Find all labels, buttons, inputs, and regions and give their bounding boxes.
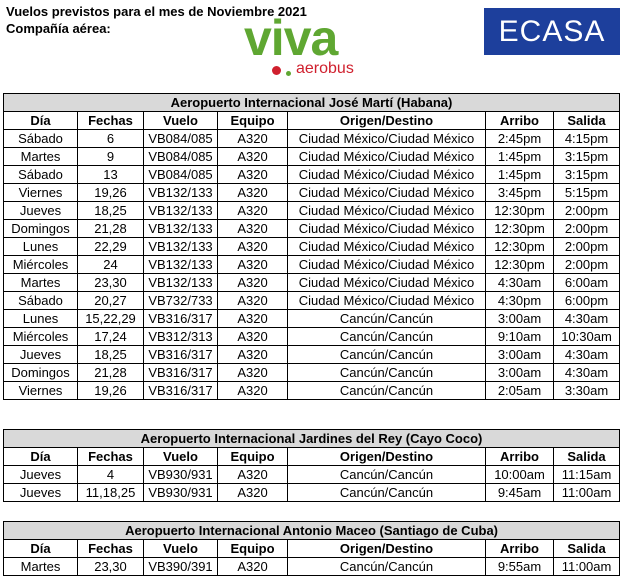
- table-cell: 19,26: [78, 382, 144, 400]
- table-cell: Ciudad México/Ciudad México: [288, 220, 486, 238]
- table-cell: 17,24: [78, 328, 144, 346]
- table-cell: A320: [218, 484, 288, 502]
- table-cell: VB132/133: [144, 256, 218, 274]
- column-header: Arribo: [486, 540, 554, 558]
- table-cell: 3:00am: [486, 310, 554, 328]
- table-cell: 4:30am: [554, 346, 620, 364]
- viva-aerobus-logo: [234, 10, 384, 82]
- table-cell: Cancún/Cancún: [288, 382, 486, 400]
- table-row: [4, 274, 620, 292]
- table-row: [4, 220, 620, 238]
- viva-logo-sub: aerobus: [296, 60, 354, 77]
- table-row: [4, 484, 620, 502]
- table-cell: 4:30am: [554, 310, 620, 328]
- column-header: Salida: [554, 112, 620, 130]
- table-cell: VB316/317: [144, 364, 218, 382]
- table-row: [4, 364, 620, 382]
- table-row: [4, 166, 620, 184]
- table-cell: VB132/133: [144, 274, 218, 292]
- table-cell: VB732/733: [144, 292, 218, 310]
- table-cell: VB930/931: [144, 484, 218, 502]
- column-header: Equipo: [218, 540, 288, 558]
- table-cell: A320: [218, 166, 288, 184]
- table-cell: 5:15pm: [554, 184, 620, 202]
- column-header: Salida: [554, 540, 620, 558]
- table-row: [4, 184, 620, 202]
- table-row: [4, 256, 620, 274]
- column-header: Origen/Destino: [288, 448, 486, 466]
- table-cell: Ciudad México/Ciudad México: [288, 274, 486, 292]
- table-cell: A320: [218, 238, 288, 256]
- table-cell: Ciudad México/Ciudad México: [288, 202, 486, 220]
- table-cell: Sábado: [4, 292, 78, 310]
- table-cell: 20,27: [78, 292, 144, 310]
- table-cell: Martes: [4, 558, 78, 576]
- column-header: Arribo: [486, 112, 554, 130]
- table-cell: 12:30pm: [486, 202, 554, 220]
- viva-logo-word: viva: [244, 10, 338, 66]
- table-row: [4, 148, 620, 166]
- table-cell: Miércoles: [4, 256, 78, 274]
- table-cell: Ciudad México/Ciudad México: [288, 256, 486, 274]
- table-cell: A320: [218, 346, 288, 364]
- table-cell: 4: [78, 466, 144, 484]
- table-cell: VB132/133: [144, 220, 218, 238]
- table-row: [4, 466, 620, 484]
- table-cell: 1:45pm: [486, 166, 554, 184]
- table-cell: VB312/313: [144, 328, 218, 346]
- table-cell: 12:30pm: [486, 220, 554, 238]
- table-cell: 11:00am: [554, 484, 620, 502]
- table-header-row: [4, 540, 620, 558]
- table-cell: 12:30pm: [486, 256, 554, 274]
- table-cell: 23,30: [78, 274, 144, 292]
- column-header: Arribo: [486, 448, 554, 466]
- table-cell: 11,18,25: [78, 484, 144, 502]
- table-row: [4, 310, 620, 328]
- table-cell: 3:45pm: [486, 184, 554, 202]
- table-cell: A320: [218, 148, 288, 166]
- table-cell: VB084/085: [144, 130, 218, 148]
- table-cell: A320: [218, 202, 288, 220]
- table-cell: 9: [78, 148, 144, 166]
- table-cell: VB132/133: [144, 238, 218, 256]
- table-cell: A320: [218, 256, 288, 274]
- column-header: Fechas: [78, 112, 144, 130]
- table-cell: 6:00pm: [554, 292, 620, 310]
- table-row: [4, 558, 620, 576]
- flights-table-santiago: [3, 521, 620, 576]
- table-cell: 1:45pm: [486, 148, 554, 166]
- table-cell: Viernes: [4, 184, 78, 202]
- table-cell: 6:00am: [554, 274, 620, 292]
- table-cell: Cancún/Cancún: [288, 466, 486, 484]
- table-cell: A320: [218, 558, 288, 576]
- table-cell: 18,25: [78, 346, 144, 364]
- table-cell: 2:05am: [486, 382, 554, 400]
- table-cell: Viernes: [4, 382, 78, 400]
- table-cell: 21,28: [78, 220, 144, 238]
- column-header: Origen/Destino: [288, 112, 486, 130]
- table-cell: 2:00pm: [554, 202, 620, 220]
- column-header: Día: [4, 448, 78, 466]
- table-title: Aeropuerto Internacional Jardines del Rey (Cayo Coco): [4, 430, 620, 448]
- table-cell: VB316/317: [144, 382, 218, 400]
- table-cell: 4:15pm: [554, 130, 620, 148]
- table-cell: Domingos: [4, 220, 78, 238]
- viva-logo-red-dot: [272, 66, 281, 75]
- table-cell: 9:45am: [486, 484, 554, 502]
- table-cell: A320: [218, 184, 288, 202]
- viva-logo-green-dot: [286, 71, 291, 76]
- table-row: [4, 238, 620, 256]
- table-cell: A320: [218, 130, 288, 148]
- table-cell: A320: [218, 364, 288, 382]
- table-cell: 3:30am: [554, 382, 620, 400]
- table-cell: 2:00pm: [554, 238, 620, 256]
- column-header: Fechas: [78, 448, 144, 466]
- column-header: Equipo: [218, 112, 288, 130]
- table-cell: 3:15pm: [554, 148, 620, 166]
- table-cell: VB390/391: [144, 558, 218, 576]
- table-row: [4, 346, 620, 364]
- table-cell: 23,30: [78, 558, 144, 576]
- column-header: Vuelo: [144, 112, 218, 130]
- table-cell: Sábado: [4, 130, 78, 148]
- table-cell: 4:30am: [554, 364, 620, 382]
- table-cell: 12:30pm: [486, 238, 554, 256]
- table-title-row: [4, 522, 620, 540]
- table-row: [4, 202, 620, 220]
- table-cell: VB930/931: [144, 466, 218, 484]
- table-cell: 3:00am: [486, 346, 554, 364]
- table-cell: VB316/317: [144, 346, 218, 364]
- table-header-row: [4, 448, 620, 466]
- column-header: Salida: [554, 448, 620, 466]
- column-header: Vuelo: [144, 540, 218, 558]
- table-cell: 2:00pm: [554, 256, 620, 274]
- column-header: Día: [4, 112, 78, 130]
- table-title-row: [4, 94, 620, 112]
- table-cell: VB316/317: [144, 310, 218, 328]
- table-cell: 3:00am: [486, 364, 554, 382]
- flights-table-habana: [3, 93, 620, 400]
- table-cell: Martes: [4, 274, 78, 292]
- table-cell: Lunes: [4, 238, 78, 256]
- table-title: Aeropuerto Internacional Antonio Maceo (Santiago de Cuba): [4, 522, 620, 540]
- table-cell: Ciudad México/Ciudad México: [288, 292, 486, 310]
- table-cell: Ciudad México/Ciudad México: [288, 184, 486, 202]
- table-cell: 9:55am: [486, 558, 554, 576]
- table-cell: VB084/085: [144, 166, 218, 184]
- table-cell: 3:15pm: [554, 166, 620, 184]
- table-cell: Jueves: [4, 346, 78, 364]
- table-title: Aeropuerto Internacional José Martí (Habana): [4, 94, 620, 112]
- table-cell: 9:10am: [486, 328, 554, 346]
- table-cell: VB132/133: [144, 184, 218, 202]
- table-cell: A320: [218, 310, 288, 328]
- table-cell: Jueves: [4, 484, 78, 502]
- table-cell: A320: [218, 274, 288, 292]
- table-cell: 2:00pm: [554, 220, 620, 238]
- table-cell: A320: [218, 328, 288, 346]
- table-cell: 10:30am: [554, 328, 620, 346]
- table-cell: 18,25: [78, 202, 144, 220]
- table-cell: Ciudad México/Ciudad México: [288, 238, 486, 256]
- table-cell: 11:00am: [554, 558, 620, 576]
- table-title-row: [4, 430, 620, 448]
- table-cell: 21,28: [78, 364, 144, 382]
- column-header: Fechas: [78, 540, 144, 558]
- table-cell: 22,29: [78, 238, 144, 256]
- ecasa-logo: ECASA: [484, 8, 620, 55]
- table-cell: A320: [218, 466, 288, 484]
- table-cell: 2:45pm: [486, 130, 554, 148]
- table-cell: Ciudad México/Ciudad México: [288, 166, 486, 184]
- table-cell: A320: [218, 382, 288, 400]
- table-cell: 4:30pm: [486, 292, 554, 310]
- table-row: [4, 130, 620, 148]
- table-cell: 11:15am: [554, 466, 620, 484]
- table-cell: A320: [218, 292, 288, 310]
- table-cell: Cancún/Cancún: [288, 364, 486, 382]
- table-cell: 13: [78, 166, 144, 184]
- table-cell: 10:00am: [486, 466, 554, 484]
- table-cell: Miércoles: [4, 328, 78, 346]
- table-row: [4, 382, 620, 400]
- table-cell: 6: [78, 130, 144, 148]
- table-cell: Ciudad México/Ciudad México: [288, 130, 486, 148]
- header-airline-label: Compañía aérea:: [6, 21, 111, 36]
- table-cell: 19,26: [78, 184, 144, 202]
- table-header-row: [4, 112, 620, 130]
- table-cell: Lunes: [4, 310, 78, 328]
- table-cell: Sábado: [4, 166, 78, 184]
- table-row: [4, 328, 620, 346]
- table-cell: Cancún/Cancún: [288, 484, 486, 502]
- flights-table-cayo-coco: [3, 429, 620, 502]
- column-header: Vuelo: [144, 448, 218, 466]
- table-cell: Ciudad México/Ciudad México: [288, 148, 486, 166]
- table-cell: A320: [218, 220, 288, 238]
- table-cell: VB132/133: [144, 202, 218, 220]
- table-cell: Jueves: [4, 202, 78, 220]
- table-cell: Martes: [4, 148, 78, 166]
- table-cell: Cancún/Cancún: [288, 346, 486, 364]
- table-cell: Cancún/Cancún: [288, 310, 486, 328]
- column-header: Día: [4, 540, 78, 558]
- table-cell: Cancún/Cancún: [288, 558, 486, 576]
- table-cell: 15,22,29: [78, 310, 144, 328]
- column-header: Equipo: [218, 448, 288, 466]
- table-cell: 24: [78, 256, 144, 274]
- table-cell: VB084/085: [144, 148, 218, 166]
- table-row: [4, 292, 620, 310]
- table-cell: Jueves: [4, 466, 78, 484]
- table-cell: Cancún/Cancún: [288, 328, 486, 346]
- table-cell: 4:30am: [486, 274, 554, 292]
- header-title: Vuelos previstos para el mes de Noviembre 2021: [6, 4, 307, 19]
- table-cell: Domingos: [4, 364, 78, 382]
- column-header: Origen/Destino: [288, 540, 486, 558]
